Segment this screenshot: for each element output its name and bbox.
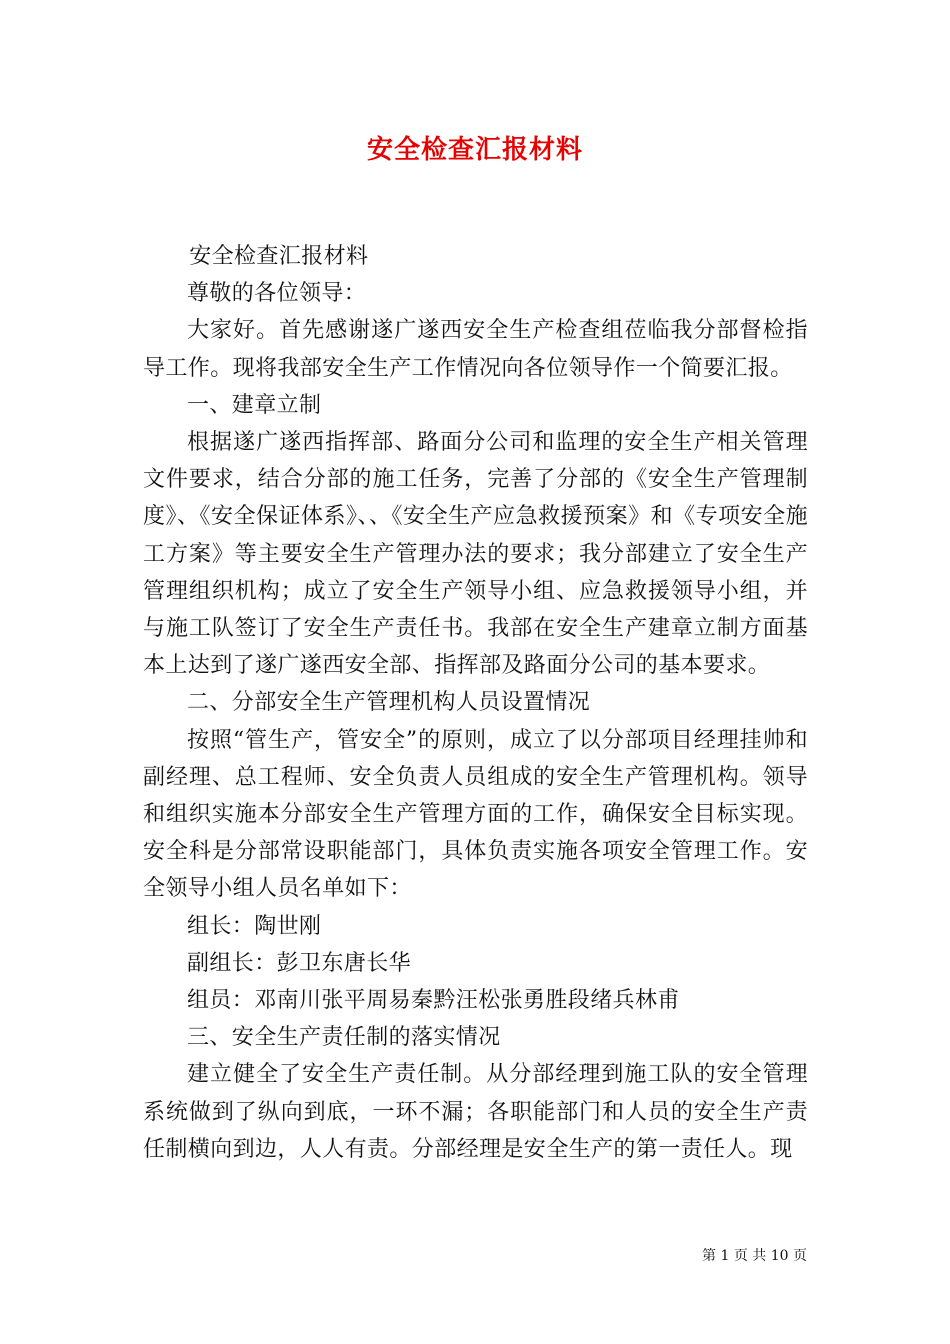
paragraph-members: 组员：邓南川张平周易秦黔汪松张勇胜段绪兵林甫 [187, 988, 680, 1014]
paragraph-section-2: 按照“管生产，管安全”的原则，成立了以分部项目经理挂帅和副经理、总工程师、安全负责人员组成的安全生产管理机构。领导和组织实施本分部安全生产管理方面的工作，确保安全目标实现。安全科是分部常设职能部门，具体负责实施各项安全管理工作。安全领导小组人员名单如下： [143, 727, 808, 902]
section-heading-3: 三、安全生产责任制的落实情况 [187, 1025, 501, 1051]
document-title: 安全检查汇报材料 [366, 135, 583, 165]
document-body [143, 238, 808, 1168]
paragraph-intro: 大家好。首先感谢遂广遂西安全生产检查组莅临我分部督检指导工作。现将我部安全生产工作情况向各位领导作一个简要汇报。 [143, 318, 808, 381]
paragraph-salutation: 尊敬的各位领导： [187, 281, 367, 307]
paragraph-section-3: 建立健全了安全生产责任制。从分部经理到施工队的安全管理系统做到了纵向到底，一环不漏；各职能部门和人员的安全生产责任制横向到边，人人有责。分部经理是安全生产的第一责任人。现 [143, 1062, 808, 1162]
paragraph-deputy-leaders: 副组长：彭卫东唐长华 [187, 950, 412, 976]
page-number-footer: 第 1 页 共 10 页 [702, 1248, 807, 1264]
paragraph-leader: 组长：陶世刚 [187, 913, 322, 939]
section-heading-1: 一、建章立制 [187, 392, 322, 418]
paragraph-heading: 安全检查汇报材料 [189, 244, 369, 269]
paragraph-section-1: 根据遂广遂西指挥部、路面分公司和监理的安全生产相关管理文件要求，结合分部的施工任务，完善了分部的《安全生产管理制度》、《安全保证体系》、、《安全生产应急救援预案》和《专项安全施工方案》等主要安全生产管理办法的要求；我分部建立了安全生产管理组织机构；成立了安全生产领导小组、应急救援领导小组，并与施工队签订了安全生产责任书。我部在安全生产建章立制方面基本上达到了遂广遂西安全部、指挥部及路面分公司的基本要求。 [143, 430, 808, 679]
section-heading-2: 二、分部安全生产管理机构人员设置情况 [187, 690, 591, 716]
